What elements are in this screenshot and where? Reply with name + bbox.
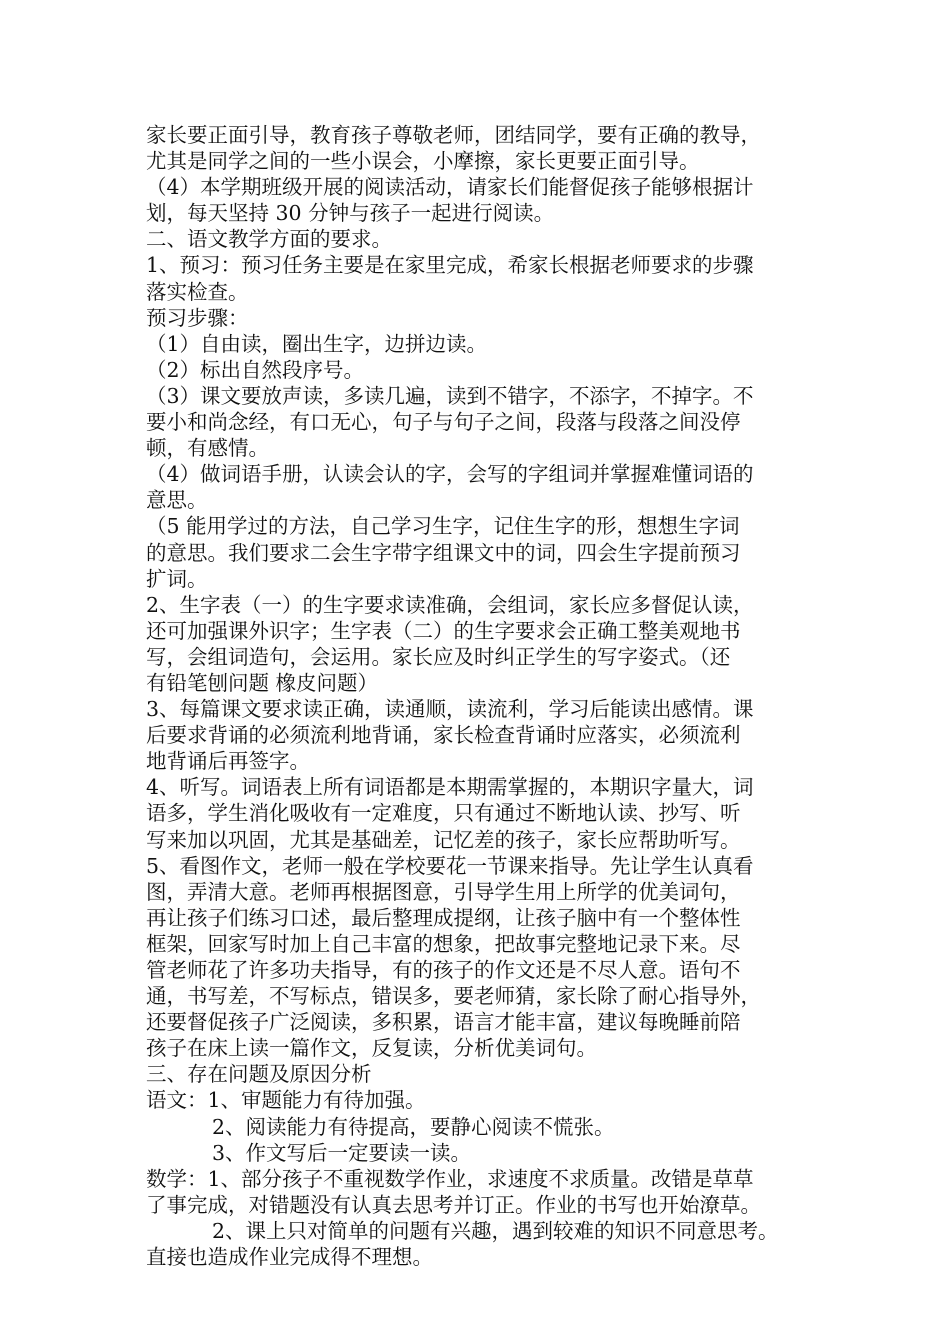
text-line: 有铅笔刨问题 橡皮问题） [146, 670, 379, 695]
text-line: 扩词。 [146, 566, 208, 591]
text-line: 家长要正面引导，教育孩子尊敬老师，团结同学，要有正确的教导， [146, 123, 761, 147]
text-line: 还可加强课外识字；生字表（二）的生字要求会正确工整美观地书 [146, 618, 741, 643]
text-line: 1、预习：预习任务主要是在家里完成，希家长根据老师要求的步骤 [146, 253, 754, 278]
text-line: 数学：1、部分孩子不重视数学作业，求速度不求质量。改错是草草 [146, 1166, 754, 1191]
text-line: 的意思。我们要求二会生字带字组课文中的词，四会生字提前预习 [146, 540, 741, 565]
text-line: 意思。 [146, 488, 208, 513]
document-page [146, 122, 826, 1270]
text-line-indented: 2、课上只对简单的问题有兴趣，遇到较难的知识不同意思考。 [212, 1218, 779, 1243]
text-line: 3、每篇课文要求读正确，读通顺，读流利，学习后能读出感情。课 [146, 697, 754, 722]
text-line: 尤其是同学之间的一些小误会，小摩擦，家长更要正面引导。 [146, 149, 700, 174]
text-line: 管老师花了许多功夫指导，有的孩子的作文还是不尽人意。语句不 [146, 958, 741, 982]
text-line: 孩子在床上读一篇作文，反复读，分析优美词句。 [146, 1036, 597, 1061]
text-line: 后要求背诵的必须流利地背诵，家长检查背诵时应落实，必须流利 [146, 723, 741, 748]
text-line: 再让孩子们练习口述，最后整理成提纲，让孩子脑中有一个整体性 [146, 905, 741, 930]
text-line: （4）做词语手册，认读会认的字，会写的字组词并掌握难懂词语的 [146, 462, 754, 487]
text-line: （2）标出自然段序号。 [146, 357, 365, 382]
text-line: 语多，学生消化吸收有一定难度，只有通过不断地认读、抄写、听 [146, 801, 741, 826]
text-line: 顿，有感情。 [146, 436, 269, 461]
text-line: 预习步骤： [146, 305, 249, 330]
text-line: 落实检查。 [146, 279, 249, 304]
section-heading: 二、语文教学方面的要求。 [146, 227, 392, 252]
text-line: 通，书写差，不写标点，错误多，要老师猜，家长除了耐心指导外， [146, 984, 761, 1009]
text-line: 5、看图作文，老师一般在学校要花一节课来指导。先让学生认真看 [146, 853, 754, 878]
section-heading: 三、存在问题及原因分析 [146, 1062, 372, 1087]
text-line: 语文：1、审题能力有待加强。 [146, 1088, 426, 1113]
text-line: 直接也造成作业完成得不理想。 [146, 1245, 433, 1270]
text-line: 写来加以巩固，尤其是基础差，记忆差的孩子，家长应帮助听写。 [146, 827, 741, 852]
text-line-indented: 2、阅读能力有待提高，要静心阅读不慌张。 [212, 1114, 615, 1139]
text-line: 图，弄清大意。老师再根据图意，引导学生用上所学的优美词句， [146, 879, 741, 904]
text-line: （3）课文要放声读，多读几遍，读到不错字，不添字，不掉字。不 [146, 383, 754, 408]
text-line: 写，会组词造句，会运用。家长应及时纠正学生的写字姿式。（还 [146, 644, 731, 669]
text-line: 还要督促孩子广泛阅读，多积累，语言才能丰富，建议每晚睡前陪 [146, 1010, 741, 1035]
text-line: 要小和尚念经，有口无心，句子与句子之间，段落与段落之间没停 [146, 410, 741, 435]
text-line: 划，每天坚持 30 分钟与孩子一起进行阅读。 [146, 201, 555, 226]
text-line: 2、生字表（一）的生字要求读准确，会组词，家长应多督促认读， [146, 592, 754, 617]
text-line: 4、听写。词语表上所有词语都是本期需掌握的，本期识字量大，词 [146, 775, 754, 800]
text-line: 框架，回家写时加上自己丰富的想象，把故事完整地记录下来。尽 [146, 931, 741, 956]
text-line: 了事完成，对错题没有认真去思考并订正。作业的书写也开始潦草。 [146, 1192, 761, 1217]
text-line: （1）自由读，圈出生字，边拼边读。 [146, 331, 488, 356]
text-line: （4）本学期班级开展的阅读活动，请家长们能督促孩子能够根据计 [146, 175, 754, 200]
text-line: 地背诵后再签字。 [146, 749, 310, 774]
text-line-indented: 3、作文写后一定要读一读。 [212, 1140, 472, 1165]
text-line: （5 能用学过的方法，自己学习生字，记住生字的形，想想生字词 [146, 514, 740, 539]
